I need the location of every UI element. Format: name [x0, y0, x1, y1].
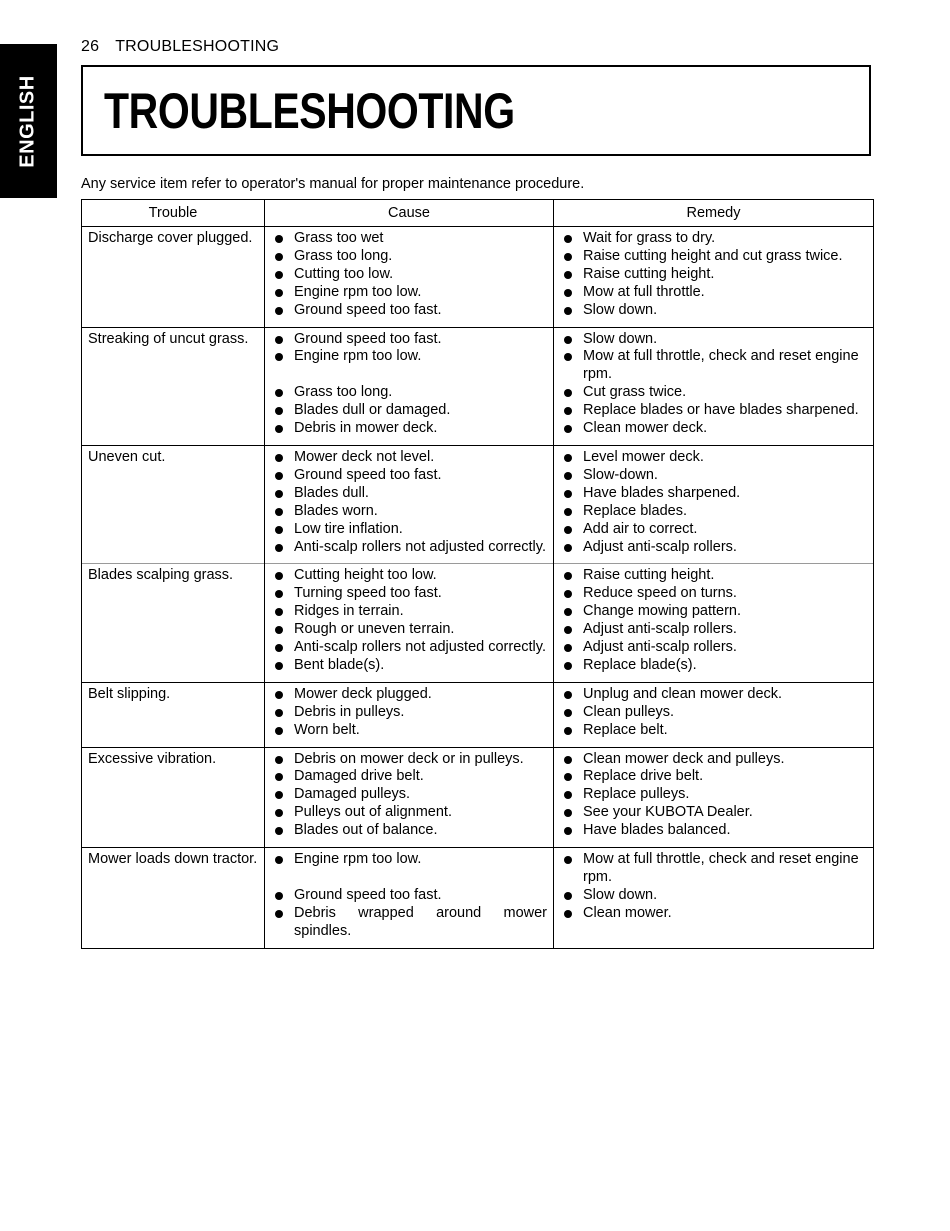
remedy-item: Level mower deck. — [560, 449, 867, 467]
trouble-cell: Blades scalping grass. — [82, 564, 265, 682]
cause-item: Anti-scalp rollers not adjusted correctly. — [271, 539, 547, 557]
cause-item: Mower deck not level. — [271, 449, 547, 467]
table-row — [82, 564, 874, 682]
cause-item: Blades dull or damaged. — [271, 402, 547, 420]
remedy-item: See your KUBOTA Dealer. — [560, 804, 867, 822]
cause-item: Ridges in terrain. — [271, 603, 547, 621]
trouble-cell: Uneven cut. — [82, 445, 265, 563]
cause-item: Blades worn. — [271, 503, 547, 521]
intro-text: Any service item refer to operator's manual for proper maintenance procedure. — [81, 176, 585, 192]
remedy-item: Adjust anti-scalp rollers. — [560, 621, 867, 639]
remedy-item: Mow at full throttle, check and reset engine rpm. — [560, 348, 867, 384]
cause-item: Damaged pulleys. — [271, 786, 547, 804]
table-row — [82, 445, 874, 563]
remedy-item: Replace blades or have blades sharpened. — [560, 402, 867, 420]
remedy-item: Raise cutting height. — [560, 266, 867, 284]
running-header — [81, 38, 279, 56]
cause-item: Grass too long. — [271, 384, 547, 402]
remedy-item: Replace blade(s). — [560, 657, 867, 675]
remedy-cell — [554, 227, 874, 328]
remedy-cell — [554, 445, 874, 563]
cause-item: Ground speed too fast. — [271, 467, 547, 485]
cause-item: Grass too long. — [271, 248, 547, 266]
cause-item: Ground speed too fast. — [271, 331, 547, 349]
remedy-item: Cut grass twice. — [560, 384, 867, 402]
remedy-item: Have blades sharpened. — [560, 485, 867, 503]
cause-item: Cutting too low. — [271, 266, 547, 284]
cause-item: Engine rpm too low. — [271, 284, 547, 302]
remedy-item: Adjust anti-scalp rollers. — [560, 539, 867, 557]
table-row — [82, 848, 874, 949]
remedy-item: Unplug and clean mower deck. — [560, 686, 867, 704]
remedy-item: Slow down. — [560, 887, 867, 905]
remedy-item: Reduce speed on turns. — [560, 585, 867, 603]
remedy-item: Replace belt. — [560, 722, 867, 740]
cause-cell — [265, 747, 554, 848]
troubleshooting-table — [81, 199, 874, 949]
cause-item: Debris in mower deck. — [271, 420, 547, 438]
remedy-item: Slow down. — [560, 331, 867, 349]
cause-item: Debris wrapped around mower spindles. — [271, 905, 547, 941]
cause-cell — [265, 445, 554, 563]
remedy-item: Slow-down. — [560, 467, 867, 485]
remedy-item: Slow down. — [560, 302, 867, 320]
remedy-cell — [554, 747, 874, 848]
remedy-cell — [554, 682, 874, 747]
cause-item: Low tire inflation. — [271, 521, 547, 539]
remedy-cell — [554, 327, 874, 445]
remedy-item: Clean mower deck. — [560, 420, 867, 438]
cause-item: Debris on mower deck or in pulleys. — [271, 751, 547, 769]
column-header-remedy: Remedy — [554, 200, 874, 227]
cause-cell — [265, 848, 554, 949]
cause-item: Cutting height too low. — [271, 567, 547, 585]
remedy-item: Replace blades. — [560, 503, 867, 521]
cause-cell — [265, 564, 554, 682]
table-row — [82, 327, 874, 445]
remedy-cell — [554, 848, 874, 949]
remedy-item: Clean mower deck and pulleys. — [560, 751, 867, 769]
cause-item: Engine rpm too low. — [271, 348, 547, 366]
remedy-item: Clean mower. — [560, 905, 867, 923]
page-title: TROUBLESHOOTING — [104, 83, 515, 139]
remedy-item: Mow at full throttle. — [560, 284, 867, 302]
cause-item: Bent blade(s). — [271, 657, 547, 675]
cause-item: Ground speed too fast. — [271, 302, 547, 320]
cause-item: Engine rpm too low. — [271, 851, 547, 869]
remedy-item: Clean pulleys. — [560, 704, 867, 722]
remedy-item: Replace drive belt. — [560, 768, 867, 786]
column-header-cause: Cause — [265, 200, 554, 227]
cause-item: Rough or uneven terrain. — [271, 621, 547, 639]
table-row — [82, 227, 874, 328]
cause-item: Blades dull. — [271, 485, 547, 503]
table-row — [82, 682, 874, 747]
language-tab-label: ENGLISH — [17, 74, 39, 168]
table-header-row — [82, 200, 874, 227]
cause-cell — [265, 227, 554, 328]
trouble-cell: Mower loads down tractor. — [82, 848, 265, 949]
remedy-item: Raise cutting height and cut grass twice. — [560, 248, 867, 266]
remedy-item: Have blades balanced. — [560, 822, 867, 840]
remedy-item: Wait for grass to dry. — [560, 230, 867, 248]
remedy-item: Replace pulleys. — [560, 786, 867, 804]
column-header-trouble: Trouble — [82, 200, 265, 227]
cause-item: Grass too wet — [271, 230, 547, 248]
language-tab — [0, 44, 57, 198]
remedy-item: Raise cutting height. — [560, 567, 867, 585]
remedy-cell — [554, 564, 874, 682]
title-box — [81, 65, 871, 156]
cause-item: Ground speed too fast. — [271, 887, 547, 905]
trouble-cell: Streaking of uncut grass. — [82, 327, 265, 445]
cause-item: Mower deck plugged. — [271, 686, 547, 704]
cause-item: Worn belt. — [271, 722, 547, 740]
cause-item: Anti-scalp rollers not adjusted correctly. — [271, 639, 547, 657]
cause-cell — [265, 682, 554, 747]
page-number: 26 — [81, 38, 100, 55]
cause-item: Debris in pulleys. — [271, 704, 547, 722]
table-row — [82, 747, 874, 848]
cause-item: Damaged drive belt. — [271, 768, 547, 786]
remedy-item: Add air to correct. — [560, 521, 867, 539]
cause-cell — [265, 327, 554, 445]
trouble-cell: Belt slipping. — [82, 682, 265, 747]
trouble-cell: Excessive vibration. — [82, 747, 265, 848]
remedy-item: Mow at full throttle, check and reset engine rpm. — [560, 851, 867, 887]
trouble-cell: Discharge cover plugged. — [82, 227, 265, 328]
cause-item: Blades out of balance. — [271, 822, 547, 840]
remedy-item: Change mowing pattern. — [560, 603, 867, 621]
cause-item: Pulleys out of alignment. — [271, 804, 547, 822]
cause-item: Turning speed too fast. — [271, 585, 547, 603]
section-name: TROUBLESHOOTING — [115, 38, 280, 55]
remedy-item: Adjust anti-scalp rollers. — [560, 639, 867, 657]
